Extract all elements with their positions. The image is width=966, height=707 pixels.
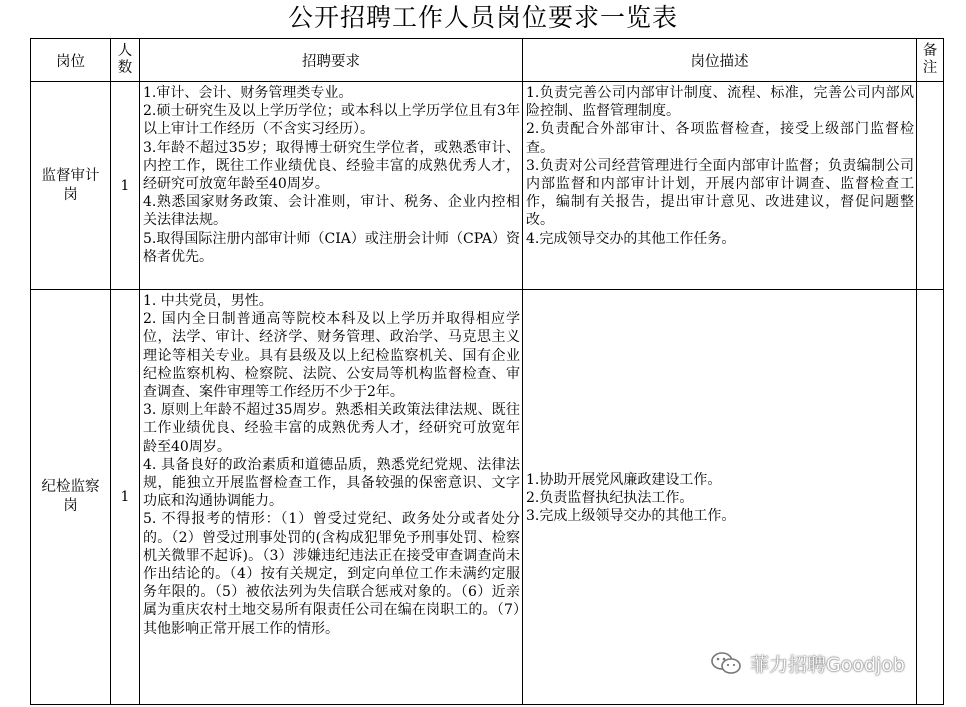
description-item: 2.负责监督执纪执法工作。 <box>526 489 694 506</box>
requirement-item: 1. 中共党员，男性。 <box>143 293 273 309</box>
position-count: 1 <box>111 290 140 705</box>
header-position: 岗位 <box>31 39 111 82</box>
requirement-item: 3.年龄不超过35岁；取得博士研究生学位者，或熟悉审计、内控工作，既往工作业绩优良、经验丰富的成熟优秀人才，经研究可放宽年龄至40周岁。 <box>143 139 520 193</box>
remarks-cell <box>917 290 944 705</box>
page-title: 公开招聘工作人员岗位要求一览表 <box>287 3 678 32</box>
description-item: 2.负责配合外部审计、各项监督检查，接受上级部门监督检查。 <box>526 121 914 156</box>
description-item: 1.协助开展党风廉政建设工作。 <box>526 471 722 488</box>
position-name: 纪检监察岗 <box>31 290 111 705</box>
header-requirements: 招聘要求 <box>140 39 523 82</box>
requirement-item: 2.硕士研究生及以上学历学位；或本科以上学历学位且有3年以上审计工作经历（不含实习经历）。 <box>143 103 520 138</box>
requirement-item: 3. 原则上年龄不超过35周岁。熟悉相关政策法律法规、既往工作业绩优良、经验丰富的成熟优秀人才，经研究可放宽年龄至40周岁。 <box>143 402 520 455</box>
requirements-cell <box>140 82 523 290</box>
position-name: 监督审计岗 <box>31 82 111 290</box>
requirement-item: 5. 不得报考的情形：（1）曾受过党纪、政务处分或者处分的。（2）曾受过刑事处罚的(含构成犯罪免予刑事处罚、检察机关微罪不起诉)。（3）涉嫌违纪违法正在接受审查调查尚未作出结论的。（4）按有关规定，到定向单位工作未满约定服务年限的。（5）被依法列为失信联合惩戒对象的。（6）近亲属为重庆农村土地交易所有限责任公司在编在岗职工的。（7）其他影响正常开展工作的情形。 <box>143 511 520 637</box>
watermark-text: 菲力招聘Goodjob <box>750 653 905 676</box>
header-row <box>31 39 944 82</box>
position-count: 1 <box>111 82 140 290</box>
description-cell <box>523 290 917 705</box>
requirements-cell <box>140 290 523 705</box>
header-count: 人数 <box>111 39 140 82</box>
wechat-icon <box>710 651 742 675</box>
description-item: 3.负责对公司经营管理进行全面内部审计监督；负责编制公司内部监督和内部审计计划，开展内部审计调查、监督检查工作，编制有关报告，提出审计意见、改进建议，督促问题整改。 <box>526 157 914 229</box>
description-item: 1.负责完善公司内部审计制度、流程、标准，完善公司内部风险控制、监督管理制度。 <box>526 85 914 120</box>
header-description: 岗位描述 <box>523 39 917 82</box>
requirement-item: 1.审计、会计、财务管理类专业。 <box>143 85 353 101</box>
description-item: 3.完成上级领导交办的其他工作。 <box>526 508 736 525</box>
table-row <box>31 290 944 705</box>
header-remarks: 备注 <box>917 39 944 82</box>
description-item: 4.完成领导交办的其他工作任务。 <box>526 230 736 247</box>
requirement-item: 2. 国内全日制普通高等院校本科及以上学历并取得相应学位，法学、审计、经济学、财务管理、政治学、马克思主义理论等相关专业。具有县级及以上纪检监察机关、国有企业纪检监察机构、检察院、法院、公安局等机构监督检查、审查调查、案件审理等工作经历不少于2年。 <box>143 311 520 401</box>
remarks-cell <box>917 82 944 290</box>
table-row <box>31 82 944 290</box>
watermark <box>710 650 905 676</box>
requirement-item: 4. 具备良好的政治素质和道德品质，熟悉党纪党规、法律法规，能独立开展监督检查工作，具备较强的保密意识、文字功底和沟通协调能力。 <box>143 456 520 510</box>
requirement-item: 4.熟悉国家财务政策、会计准则，审计、税务、企业内控相关法律法规。 <box>143 194 520 229</box>
requirement-item: 5.取得国际注册内部审计师（CIA）或注册会计师（CPA）资格者优先。 <box>143 230 520 265</box>
description-cell <box>523 82 917 290</box>
positions-table <box>30 38 944 705</box>
